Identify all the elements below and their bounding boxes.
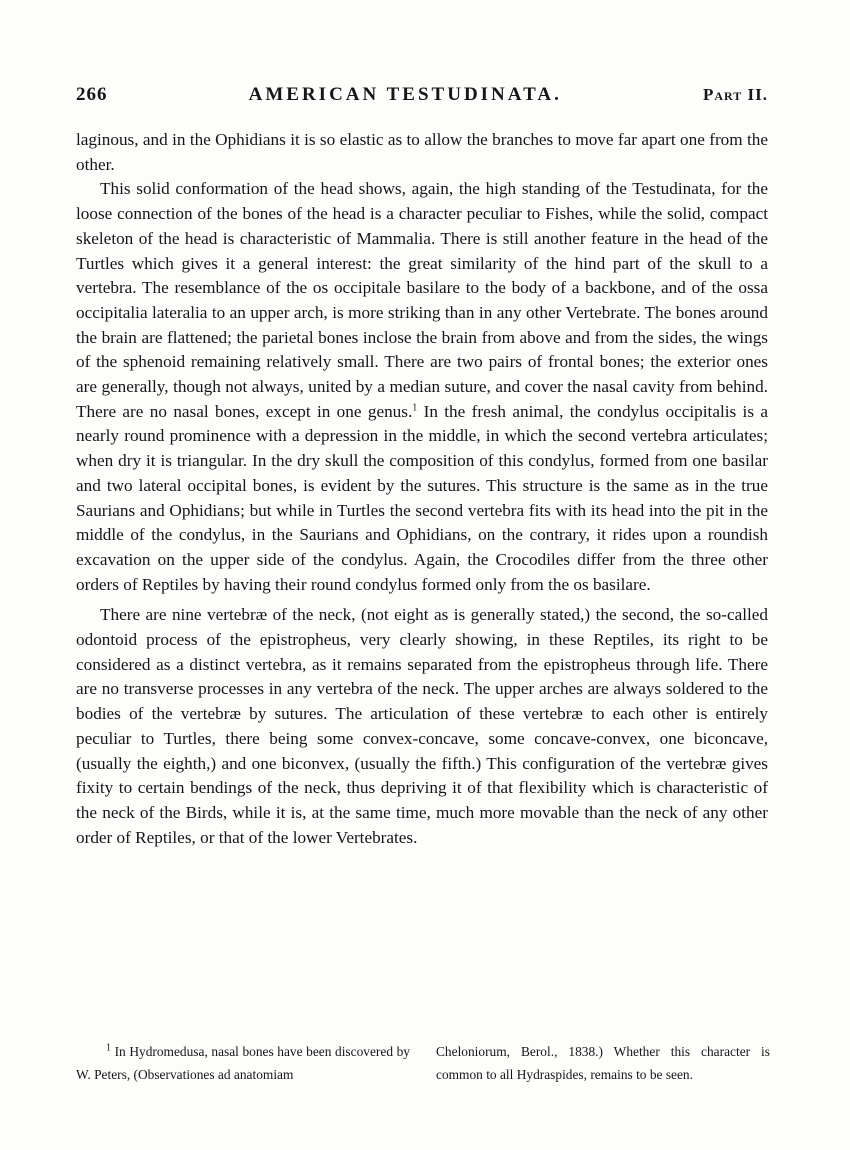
paragraph-continuation: laginous, and in the Ophidians it is so elastic as to allow the branches to move far apart one from the other. — [76, 130, 768, 174]
footnote-left-column — [76, 1040, 410, 1086]
paragraph-head-conformation — [76, 177, 768, 597]
page-number: 266 — [76, 84, 108, 105]
footnote — [76, 1040, 770, 1086]
paragraph-text: In the fresh animal, the condylus occipitalis is a nearly round prominence with a depression in the middle, in which the second vertebra articulates; when dry it is triangular. In the dry skull the composition of this condylus, formed from one basilar and two lateral occipital bones, is evident by the sutures. This structure is the same as in the true Saurians and Ophidians; but while in Turtles the second vertebra fits with its head into the pit in the middle of the condylus, in the Saurians and Ophidians, on the contrary, it rides upon a roundish excavation on the upper side of the condylus. Again, the Crocodiles differ from the three other orders of Reptiles by having their round condylus formed only from the os basilare. — [76, 401, 768, 594]
footnote-reference: 1 — [412, 402, 418, 413]
footnote-text: In Hydromedusa, nasal bones have been discovered by W. Peters, (Observationes ad anatomiam — [76, 1044, 410, 1082]
footnote-mark: 1 — [106, 1042, 111, 1054]
running-title: AMERICAN TESTUDINATA. — [248, 84, 562, 105]
paragraph-text: This solid conformation of the head shows, again, the high standing of the Testudinata, for the loose connection of the bones of the head is a character peculiar to Fishes, while the solid, compact skeleton of the head is characteristic of Mammalia. There is still another feature in the head of the Turtles which gives it a general interest: the great similarity of the hind part of the skull to a vertebra. The resemblance of the os occipitale basilare to the body of a backbone, and of the ossa occipitalia lateralia to an upper arch, is more striking than in any other Vertebrate. The bones around the brain are flattened; the parietal bones inclose the brain from above and from the sides, the wings of the sphenoid remaining relatively small. There are two pairs of frontal bones; the exterior ones are generally, though not always, united by a median suture, and cover the nasal cavity from behind. There are no nasal bones, except in one genus. — [76, 179, 768, 421]
paragraph-neck-vertebrae: There are nine vertebræ of the neck, (not eight as is generally stated,) the second, the so-called odontoid process of the epistropheus, very clearly showing, in these Reptiles, its right to be considered as a distinct vertebra, as it remains separated from the epistropheus through life. There are no transverse processes in any vertebra of the neck. The upper arches are always soldered to the bodies of the vertebræ by sutures. The articulation of these vertebræ to each other is entirely peculiar to Turtles, there being some convex-concave, some concave-convex, one biconcave, (usually the eighth,) and one biconvex, (usually the fifth.) This configuration of the vertebræ gives fixity to certain bendings of the neck, thus depriving it of that flexibility which is characteristic of the neck of the Birds, while it is, at the same time, much more movable than the neck of any other order of Reptiles, or that of the lower Vertebrates. — [76, 605, 768, 847]
footnote-right-column: Cheloniorum, Berol., 1838.) Whether this character is common to all Hydraspides, remains to be seen. — [436, 1044, 770, 1082]
part-label: Part II. — [702, 85, 768, 104]
running-header — [76, 84, 768, 106]
page-body — [76, 84, 768, 850]
